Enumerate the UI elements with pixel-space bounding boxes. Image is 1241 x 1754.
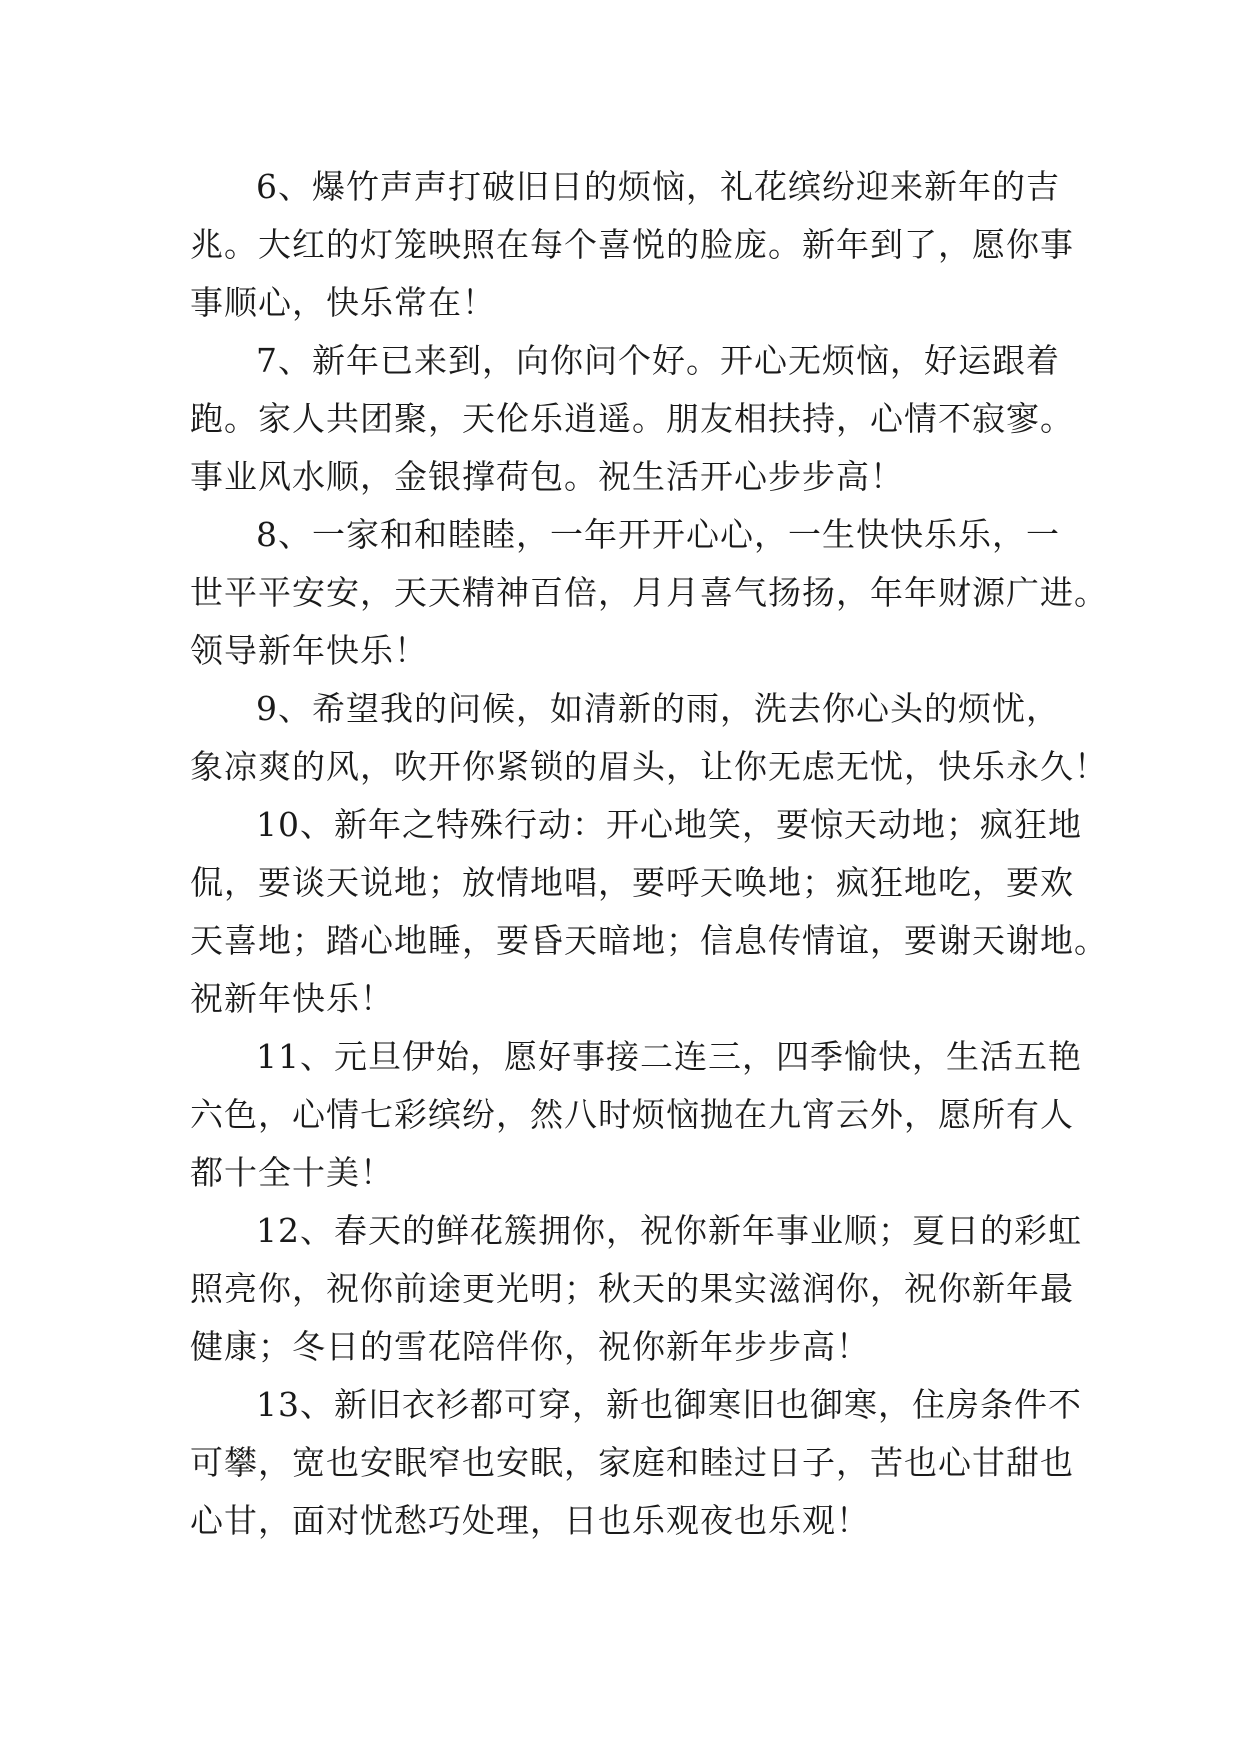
text-line: 可攀，宽也安眠窄也安眠，家庭和睦过日子，苦也心甘甜也 <box>190 1443 1074 1482</box>
text-line: 心甘，面对忧愁巧处理，日也乐观夜也乐观！ <box>190 1501 870 1540</box>
text-line: 世平平安安，天天精神百倍，月月喜气扬扬，年年财源广进。 <box>190 573 1108 612</box>
text-line: 9、希望我的问候，如清新的雨，洗去你心头的烦忧， <box>256 689 1060 728</box>
paragraph-6 <box>190 158 1074 332</box>
paragraph-12 <box>190 1202 1082 1376</box>
text-line: 天喜地；踏心地睡，要昏天暗地；信息传情谊，要谢天谢地。 <box>190 921 1108 960</box>
text-line: 照亮你，祝你前途更光明；秋天的果实滋润你，祝你新年最 <box>190 1269 1074 1308</box>
text-line: 健康；冬日的雪花陪伴你，祝你新年步步高！ <box>190 1327 870 1366</box>
text-line: 跑。家人共团聚，天伦乐逍遥。朋友相扶持，心情不寂寥。 <box>190 399 1074 438</box>
paragraph-8 <box>190 506 1108 680</box>
paragraph-10 <box>190 796 1108 1028</box>
text-line: 13、新旧衣衫都可穿，新也御寒旧也御寒，住房条件不 <box>256 1385 1082 1424</box>
text-line: 兆。大红的灯笼映照在每个喜悦的脸庞。新年到了，愿你事 <box>190 225 1074 264</box>
text-line: 象凉爽的风，吹开你紧锁的眉头，让你无虑无忧，快乐永久！ <box>190 747 1108 786</box>
paragraph-7 <box>190 332 1074 506</box>
text-line: 12、春天的鲜花簇拥你，祝你新年事业顺；夏日的彩虹 <box>256 1211 1082 1250</box>
document-body <box>190 158 1108 1550</box>
text-line: 领导新年快乐！ <box>190 631 428 670</box>
paragraph-13 <box>190 1376 1082 1550</box>
text-line: 六色，心情七彩缤纷，然八时烦恼抛在九宵云外，愿所有人 <box>190 1095 1074 1134</box>
text-line: 6、爆竹声声打破旧日的烦恼，礼花缤纷迎来新年的吉 <box>256 167 1060 206</box>
text-line: 11、元旦伊始，愿好事接二连三，四季愉快，生活五艳 <box>256 1037 1082 1076</box>
text-line: 8、一家和和睦睦，一年开开心心，一生快快乐乐，一 <box>256 515 1060 554</box>
paragraph-9 <box>190 680 1108 796</box>
text-line: 都十全十美！ <box>190 1153 394 1192</box>
text-line: 侃，要谈天说地；放情地唱，要呼天唤地；疯狂地吃，要欢 <box>190 863 1074 902</box>
paragraph-11 <box>190 1028 1082 1202</box>
text-line: 事业风水顺，金银撑荷包。祝生活开心步步高！ <box>190 457 904 496</box>
text-line: 祝新年快乐！ <box>190 979 394 1018</box>
text-line: 10、新年之特殊行动：开心地笑，要惊天动地；疯狂地 <box>256 805 1082 844</box>
text-line: 7、新年已来到，向你问个好。开心无烦恼，好运跟着 <box>256 341 1060 380</box>
text-line: 事顺心，快乐常在！ <box>190 283 496 322</box>
